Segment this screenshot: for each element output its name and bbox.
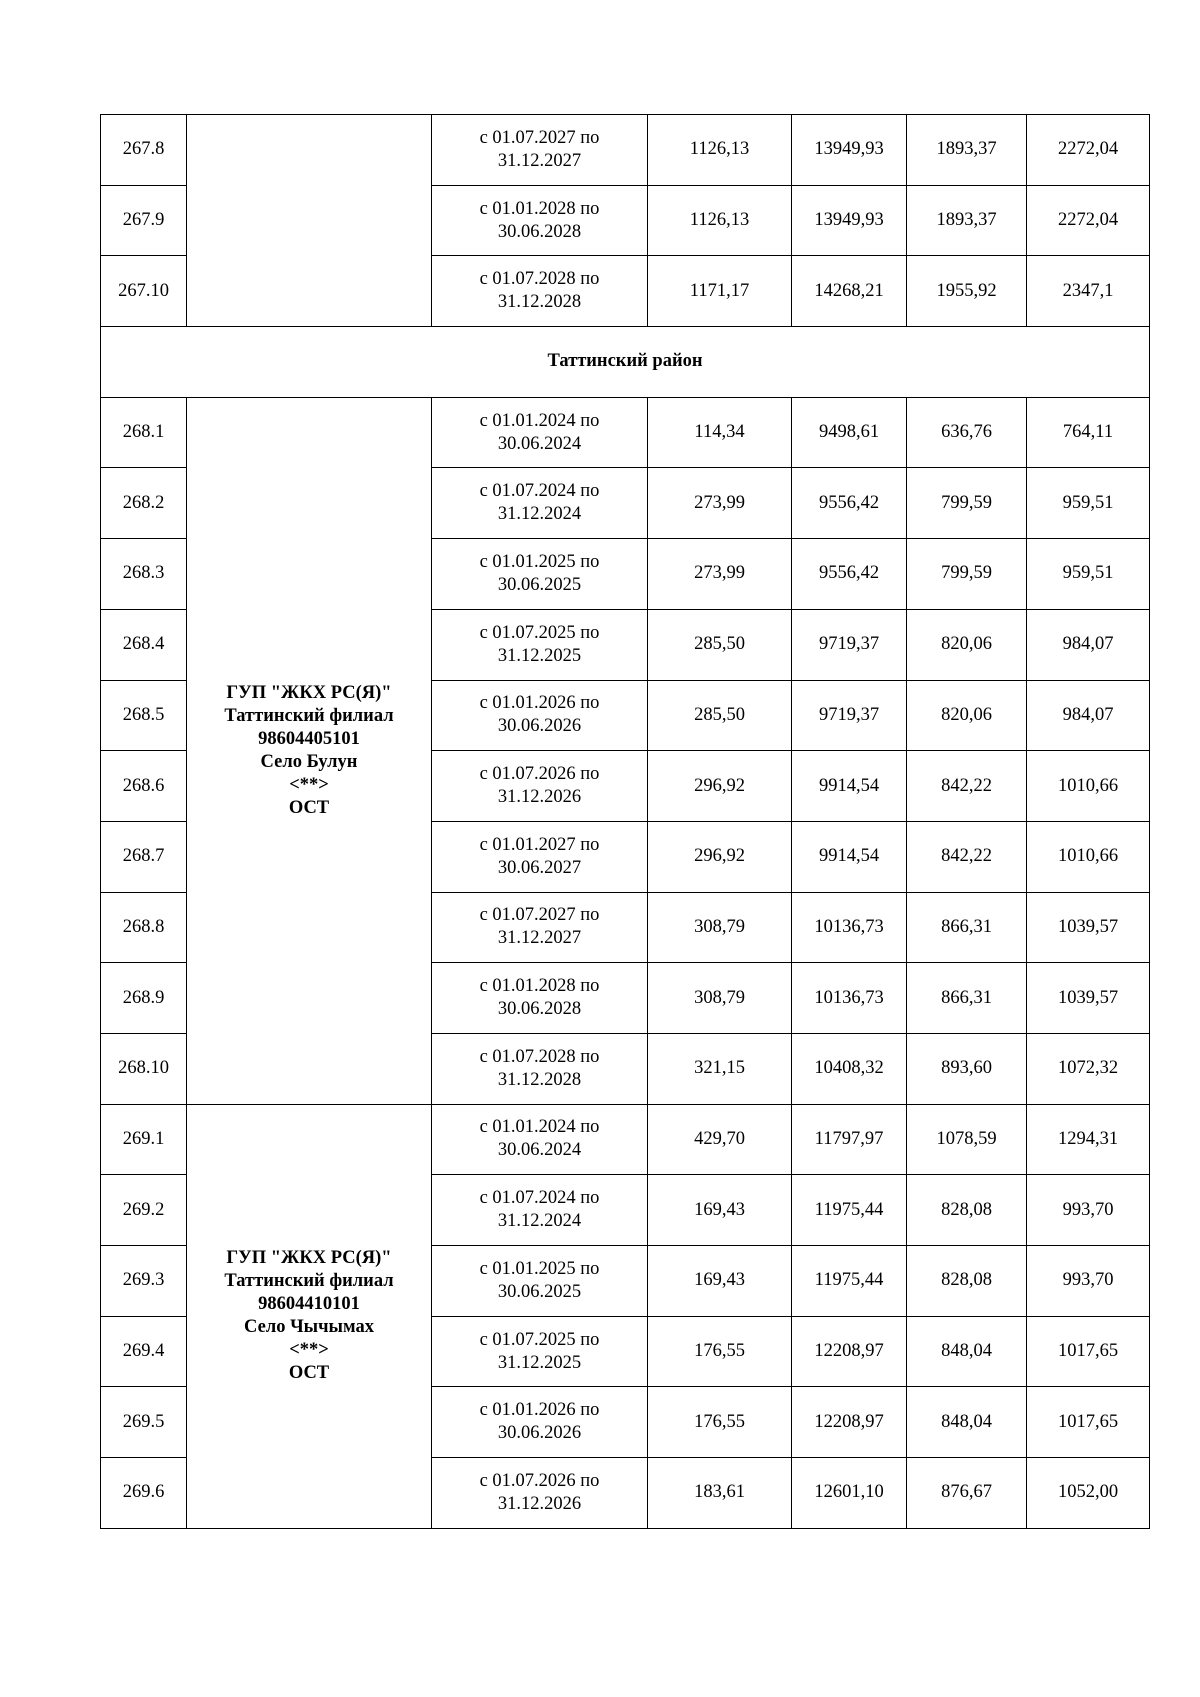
row-number: 268.2: [101, 468, 187, 539]
period-line: 30.06.2026: [497, 1423, 582, 1444]
row-number: 269.2: [101, 1175, 187, 1246]
organization-line: <**>: [289, 774, 329, 795]
value-cell-3: 799,59: [907, 468, 1027, 539]
value-cell-2: 9914,54: [792, 821, 907, 892]
organization-line: 98604405101: [258, 728, 360, 749]
period-cell: [432, 1033, 648, 1104]
organization-line: Село Чычымах: [244, 1317, 374, 1338]
value-cell-2: 9498,61: [792, 397, 907, 468]
value-cell-1: 1171,17: [648, 256, 792, 327]
organization-line: ГУП "ЖКХ РС(Я)": [226, 1248, 392, 1269]
row-number: 269.3: [101, 1246, 187, 1317]
value-cell-2: 13949,93: [792, 185, 907, 256]
value-cell-2: 10408,32: [792, 1033, 907, 1104]
value-cell-1: 176,55: [648, 1387, 792, 1458]
period-cell: [432, 539, 648, 610]
period-line: 31.12.2026: [497, 1493, 582, 1514]
period-line: 31.12.2025: [497, 645, 582, 666]
period-cell: [432, 1246, 648, 1317]
value-cell-2: 9556,42: [792, 468, 907, 539]
value-cell-1: 429,70: [648, 1104, 792, 1175]
period-cell: [432, 1316, 648, 1387]
organization-line: 98604410101: [258, 1294, 360, 1315]
organization-line: <**>: [289, 1340, 329, 1361]
organization-line: ОСТ: [288, 1363, 330, 1384]
row-number: 268.1: [101, 397, 187, 468]
period-cell: [432, 751, 648, 822]
period-line: 31.12.2027: [497, 150, 582, 171]
value-cell-3: 866,31: [907, 963, 1027, 1034]
period-line: 30.06.2028: [497, 221, 582, 242]
period-line: 30.06.2027: [497, 857, 582, 878]
value-cell-4: 959,51: [1027, 539, 1150, 610]
period-line: с 01.07.2025 по: [479, 1329, 600, 1350]
value-cell-1: 273,99: [648, 468, 792, 539]
period-line: 30.06.2028: [497, 999, 582, 1020]
value-cell-2: 12208,97: [792, 1387, 907, 1458]
value-cell-4: 1072,32: [1027, 1033, 1150, 1104]
value-cell-2: 11797,97: [792, 1104, 907, 1175]
period-line: с 01.07.2028 по: [479, 1046, 600, 1067]
value-cell-4: 1017,65: [1027, 1387, 1150, 1458]
period-line: 31.12.2025: [497, 1352, 582, 1373]
period-line: с 01.01.2024 по: [479, 1117, 600, 1138]
value-cell-4: 2272,04: [1027, 185, 1150, 256]
value-cell-2: 12601,10: [792, 1458, 907, 1529]
period-line: 30.06.2025: [497, 1281, 582, 1302]
row-number: 268.4: [101, 609, 187, 680]
value-cell-4: 1039,57: [1027, 892, 1150, 963]
value-cell-1: 285,50: [648, 609, 792, 680]
period-line: с 01.01.2026 по: [479, 1400, 600, 1421]
row-number: 269.5: [101, 1387, 187, 1458]
value-cell-3: 842,22: [907, 821, 1027, 892]
row-number: 268.6: [101, 751, 187, 822]
period-line: 30.06.2026: [497, 716, 582, 737]
value-cell-4: 2272,04: [1027, 115, 1150, 186]
value-cell-3: 866,31: [907, 892, 1027, 963]
tariff-table-body: [101, 115, 1150, 1529]
value-cell-4: 2347,1: [1027, 256, 1150, 327]
district-row: [101, 327, 1150, 398]
value-cell-4: 1017,65: [1027, 1316, 1150, 1387]
period-cell: [432, 468, 648, 539]
table-row: [101, 397, 1150, 468]
period-cell: [432, 1175, 648, 1246]
organization-line: Таттинский филиал: [224, 705, 394, 726]
organization-cell: [187, 397, 432, 1104]
period-line: с 01.01.2028 по: [479, 198, 600, 219]
value-cell-4: 1010,66: [1027, 751, 1150, 822]
value-cell-1: 176,55: [648, 1316, 792, 1387]
row-number: 269.4: [101, 1316, 187, 1387]
value-cell-3: 828,08: [907, 1246, 1027, 1317]
period-cell: [432, 256, 648, 327]
period-cell: [432, 397, 648, 468]
value-cell-1: 285,50: [648, 680, 792, 751]
value-cell-3: 799,59: [907, 539, 1027, 610]
value-cell-3: 1078,59: [907, 1104, 1027, 1175]
value-cell-2: 9719,37: [792, 609, 907, 680]
value-cell-3: 876,67: [907, 1458, 1027, 1529]
period-line: с 01.01.2026 по: [479, 693, 600, 714]
value-cell-2: 10136,73: [792, 892, 907, 963]
value-cell-2: 11975,44: [792, 1246, 907, 1317]
row-number: 267.10: [101, 256, 187, 327]
value-cell-4: 1294,31: [1027, 1104, 1150, 1175]
period-line: с 01.07.2026 по: [479, 764, 600, 785]
period-line: 31.12.2027: [497, 928, 582, 949]
organization-line: Село Булун: [260, 751, 358, 772]
value-cell-2: 14268,21: [792, 256, 907, 327]
value-cell-4: 993,70: [1027, 1175, 1150, 1246]
period-line: 30.06.2024: [497, 433, 582, 454]
row-number: 269.1: [101, 1104, 187, 1175]
period-line: с 01.07.2025 по: [479, 622, 600, 643]
period-cell: [432, 609, 648, 680]
period-cell: [432, 1104, 648, 1175]
value-cell-4: 993,70: [1027, 1246, 1150, 1317]
period-line: с 01.07.2027 по: [479, 905, 600, 926]
value-cell-3: 820,06: [907, 609, 1027, 680]
value-cell-2: 9719,37: [792, 680, 907, 751]
value-cell-1: 296,92: [648, 751, 792, 822]
period-line: с 01.07.2027 по: [479, 127, 600, 148]
value-cell-2: 12208,97: [792, 1316, 907, 1387]
value-cell-1: 321,15: [648, 1033, 792, 1104]
value-cell-3: 1893,37: [907, 115, 1027, 186]
period-cell: [432, 680, 648, 751]
row-number: 269.6: [101, 1458, 187, 1529]
period-cell: [432, 115, 648, 186]
value-cell-3: 848,04: [907, 1387, 1027, 1458]
table-row: [101, 115, 1150, 186]
period-line: 31.12.2024: [497, 504, 582, 525]
period-line: 31.12.2028: [497, 292, 582, 313]
organization-line: ОСТ: [288, 797, 330, 818]
value-cell-1: 114,34: [648, 397, 792, 468]
organization-cell: [187, 115, 432, 327]
period-cell: [432, 1458, 648, 1529]
value-cell-1: 308,79: [648, 892, 792, 963]
value-cell-3: 636,76: [907, 397, 1027, 468]
period-line: с 01.01.2024 по: [479, 410, 600, 431]
row-number: 268.9: [101, 963, 187, 1034]
value-cell-4: 1039,57: [1027, 963, 1150, 1034]
row-number: 268.8: [101, 892, 187, 963]
value-cell-2: 9556,42: [792, 539, 907, 610]
value-cell-2: 10136,73: [792, 963, 907, 1034]
value-cell-1: 169,43: [648, 1246, 792, 1317]
value-cell-4: 1052,00: [1027, 1458, 1150, 1529]
value-cell-3: 1893,37: [907, 185, 1027, 256]
value-cell-1: 183,61: [648, 1458, 792, 1529]
period-line: с 01.07.2028 по: [479, 269, 600, 290]
value-cell-4: 764,11: [1027, 397, 1150, 468]
organization-line: Таттинский филиал: [224, 1271, 394, 1292]
period-line: 31.12.2024: [497, 1211, 582, 1232]
period-line: с 01.07.2024 по: [479, 481, 600, 502]
tariff-table: [100, 114, 1150, 1529]
value-cell-4: 1010,66: [1027, 821, 1150, 892]
organization-cell: [187, 1104, 432, 1528]
value-cell-1: 273,99: [648, 539, 792, 610]
value-cell-1: 169,43: [648, 1175, 792, 1246]
value-cell-1: 296,92: [648, 821, 792, 892]
row-number: 267.8: [101, 115, 187, 186]
period-cell: [432, 963, 648, 1034]
value-cell-1: 1126,13: [648, 115, 792, 186]
period-line: 30.06.2024: [497, 1140, 582, 1161]
row-number: 268.5: [101, 680, 187, 751]
period-cell: [432, 1387, 648, 1458]
period-cell: [432, 185, 648, 256]
value-cell-4: 959,51: [1027, 468, 1150, 539]
value-cell-3: 842,22: [907, 751, 1027, 822]
value-cell-3: 828,08: [907, 1175, 1027, 1246]
value-cell-3: 893,60: [907, 1033, 1027, 1104]
value-cell-2: 9914,54: [792, 751, 907, 822]
period-line: с 01.01.2025 по: [479, 551, 600, 572]
table-row: [101, 1104, 1150, 1175]
period-line: с 01.01.2027 по: [479, 834, 600, 855]
value-cell-4: 984,07: [1027, 680, 1150, 751]
period-cell: [432, 821, 648, 892]
value-cell-3: 1955,92: [907, 256, 1027, 327]
organization-line: ГУП "ЖКХ РС(Я)": [226, 682, 392, 703]
value-cell-2: 13949,93: [792, 115, 907, 186]
period-line: с 01.01.2028 по: [479, 976, 600, 997]
value-cell-1: 308,79: [648, 963, 792, 1034]
row-number: 268.10: [101, 1033, 187, 1104]
period-line: 31.12.2026: [497, 787, 582, 808]
period-line: с 01.07.2026 по: [479, 1470, 600, 1491]
period-line: с 01.01.2025 по: [479, 1258, 600, 1279]
value-cell-3: 820,06: [907, 680, 1027, 751]
period-line: 31.12.2028: [497, 1069, 582, 1090]
row-number: 268.3: [101, 539, 187, 610]
row-number: 267.9: [101, 185, 187, 256]
value-cell-2: 11975,44: [792, 1175, 907, 1246]
period-line: с 01.07.2024 по: [479, 1188, 600, 1209]
value-cell-4: 984,07: [1027, 609, 1150, 680]
period-line: 30.06.2025: [497, 574, 582, 595]
period-cell: [432, 892, 648, 963]
value-cell-1: 1126,13: [648, 185, 792, 256]
value-cell-3: 848,04: [907, 1316, 1027, 1387]
row-number: 268.7: [101, 821, 187, 892]
district-title: Таттинский район: [101, 327, 1150, 398]
